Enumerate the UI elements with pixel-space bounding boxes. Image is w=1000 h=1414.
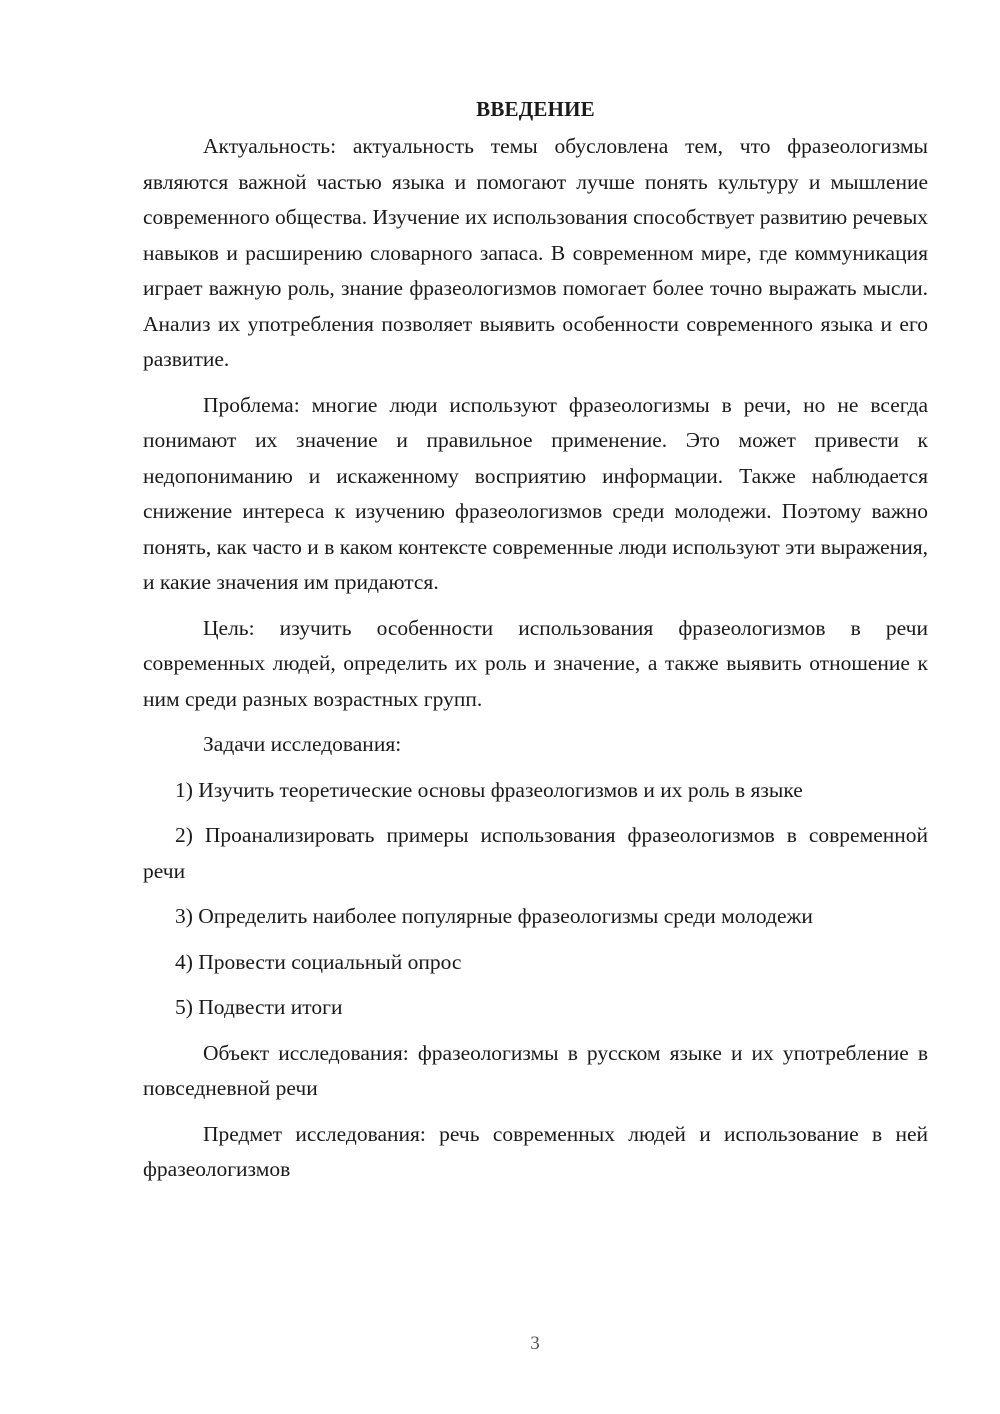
page-number: 3 — [530, 1333, 540, 1354]
page-heading: ВВЕДЕНИЕ — [476, 97, 595, 121]
problem-paragraph: Проблема: многие люди используют фразеологизмы в речи, но не всегда понимают их значение и правильное применение. Это может привести к недопониманию и искаженному восприятию информации. Также наблюдается снижение интереса к изучению фразеологизмов среди молодежи. Поэтому важно понять, как часто и в каком контексте современные люди используют эти выражения, и какие значения им придаются. — [143, 392, 928, 594]
list-item: 2) Проанализировать примеры использования фразеологизмов в современной речи — [143, 823, 928, 883]
tasks-heading: Задачи исследования: — [203, 732, 402, 756]
list-item: 1) Изучить теоретические основы фразеологизмов и их роль в языке — [175, 777, 803, 802]
list-item: 5) Подвести итоги — [175, 995, 343, 1019]
goal-paragraph: Цель: изучить особенности использования фразеологизмов в речи современных людей, определить их роль и значение, а также выявить отношение к ним среди разных возрастных групп. — [143, 615, 928, 711]
object-paragraph: Объект исследования: фразеологизмы в русском языке и их употребление в повседневной речи — [143, 1040, 928, 1100]
list-item: 3) Определить наиболее популярные фразеологизмы среди молодежи — [175, 904, 813, 928]
tasks-list — [143, 773, 928, 1026]
subject-paragraph: Предмет исследования: речь современных людей и использование в ней фразеологизмов — [143, 1121, 928, 1181]
page-content — [143, 92, 928, 1198]
list-item: 4) Провести социальный опрос — [175, 949, 462, 974]
relevance-paragraph: Актуальность: актуальность темы обусловлена тем, что фразеологизмы являются важной частью языка и помогают лучше понять культуру и мышление современного общества. Изучение их использования способствует развитию речевых навыков и расширению словарного запаса. В современном мире, где коммуникация играет важную роль, знание фразеологизмов помогает более точно выражать мысли. Анализ их употребления позволяет выявить особенности современного языка и его развитие. — [143, 134, 929, 371]
